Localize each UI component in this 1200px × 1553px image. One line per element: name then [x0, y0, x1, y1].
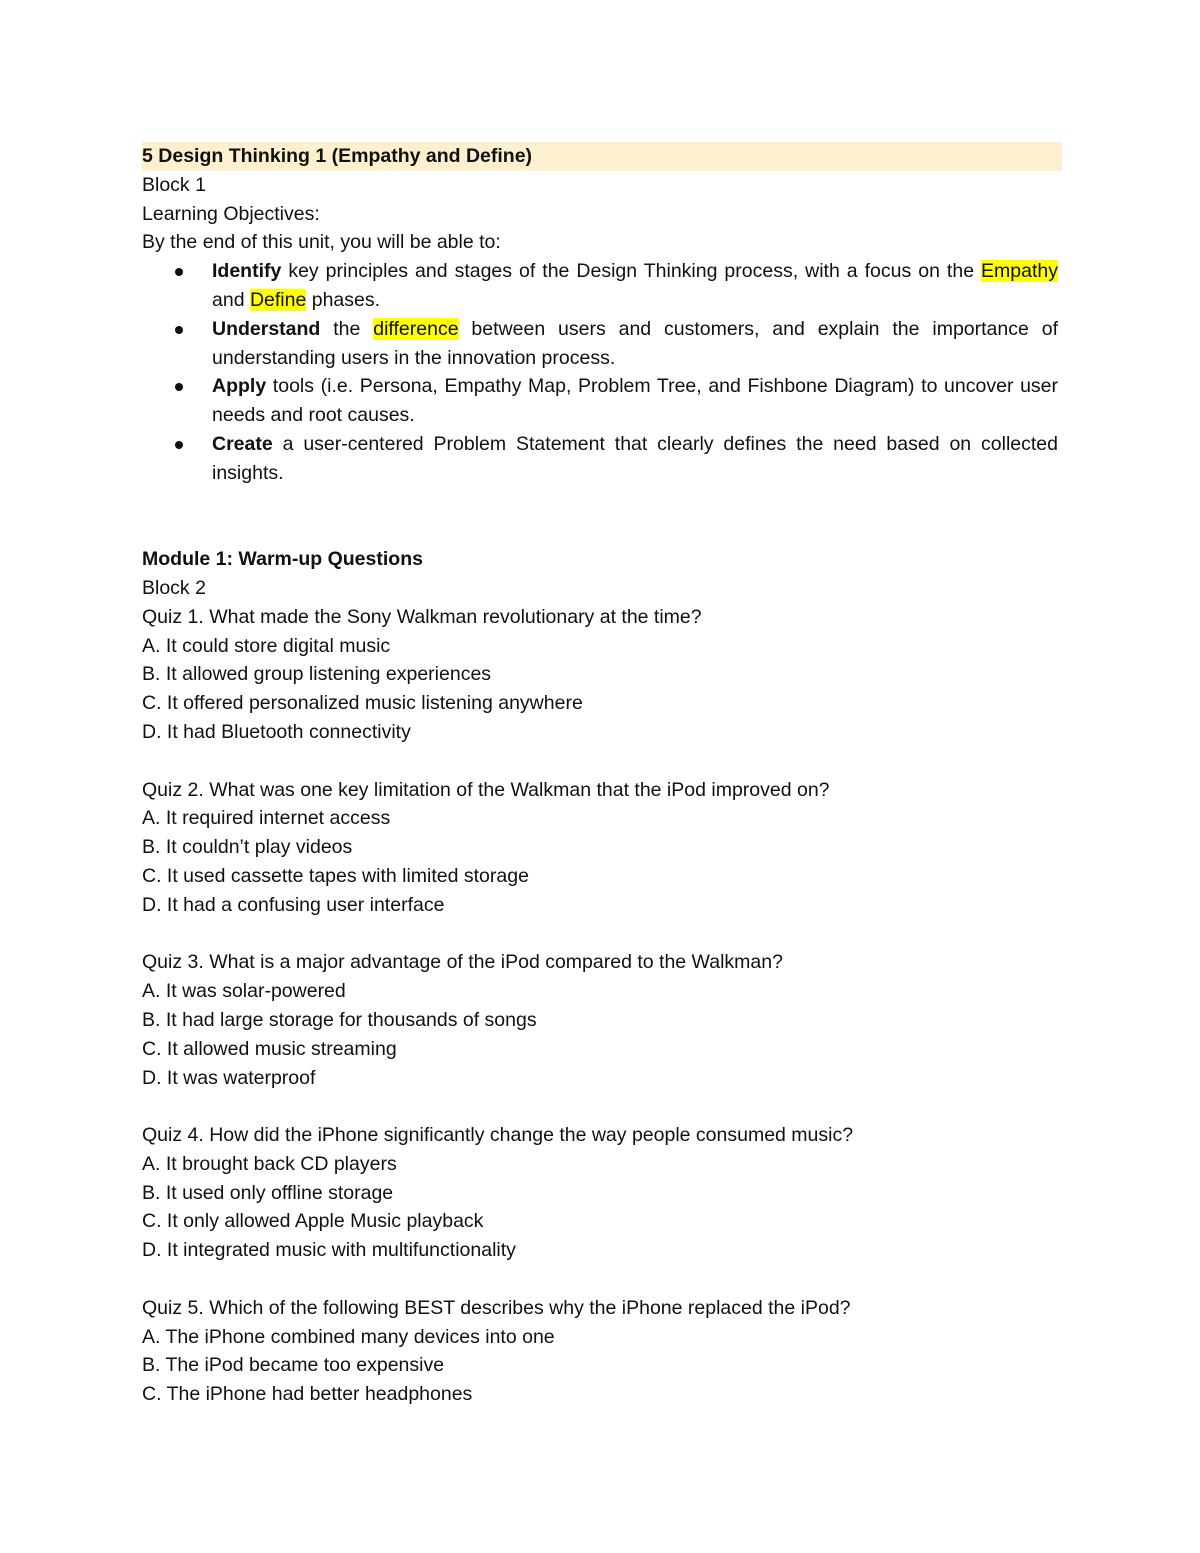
quiz-option: C. It used cassette tapes with limited storage [142, 864, 529, 887]
quiz-option: B. It used only offline storage [142, 1181, 394, 1204]
quiz-option: A. It could store digital music [142, 634, 391, 657]
objective-item [142, 315, 1058, 373]
quiz-option: B. The iPod became too expensive [142, 1354, 445, 1377]
objective-verb: Create [212, 432, 273, 455]
quiz-question: Quiz 1. What made the Sony Walkman revolutionary at the time? [142, 605, 702, 628]
quiz-option: B. It allowed group listening experiences [142, 663, 492, 686]
quiz-option: A. The iPhone combined many devices into one [142, 1325, 555, 1348]
document-page [142, 142, 1062, 1409]
quiz-question: Quiz 3. What is a major advantage of the iPod compared to the Walkman? [142, 951, 783, 974]
objective-verb: Apply [212, 375, 267, 398]
quiz-question: Quiz 4. How did the iPhone significantly change the way people consumed music? [142, 1124, 854, 1147]
quiz-option: D. It had Bluetooth connectivity [142, 720, 411, 743]
objective-verb: Identify [212, 260, 282, 283]
quiz-item [142, 776, 1062, 920]
objective-text: a user-centered Problem Statement that clearly defines the need based on collected insights. [212, 432, 1058, 484]
module-title: Module 1: Warm-up Questions [142, 548, 423, 571]
objectives-list [142, 257, 1062, 487]
section-title: 5 Design Thinking 1 (Empathy and Define) [142, 142, 1062, 171]
objective-item [142, 257, 1058, 315]
quiz-option: D. It integrated music with multifunctionality [142, 1239, 516, 1262]
quiz-item [142, 948, 1062, 1092]
spacer [142, 1092, 1062, 1121]
block-label: Block 1 [142, 173, 206, 196]
highlighted-term: Define [249, 288, 307, 311]
quiz-option: C. It only allowed Apple Music playback [142, 1210, 484, 1233]
objectives-label: Learning Objectives: [142, 202, 320, 225]
objective-text: key principles and stages of the Design Thinking process, with a focus on the [281, 260, 982, 283]
quiz-option: B. It couldn’t play videos [142, 836, 353, 859]
module-block-label: Block 2 [142, 576, 206, 599]
spacer [142, 747, 1062, 776]
quiz-item [142, 1294, 1062, 1409]
objectives-intro: By the end of this unit, you will be able to: [142, 231, 501, 254]
quiz-item [142, 603, 1062, 747]
quiz-item [142, 1121, 1062, 1265]
objective-item [142, 430, 1058, 488]
objective-text: between users and customers, and explain the importance of understanding users in the innovation process. [212, 317, 1058, 369]
objective-text: the [320, 317, 374, 340]
bullet-icon [175, 268, 183, 276]
objective-text: and [212, 288, 250, 311]
objective-text: tools (i.e. Persona, Empathy Map, Problem Tree, and Fishbone Diagram) to uncover user needs and root causes. [212, 375, 1058, 427]
spacer [142, 488, 1062, 546]
highlighted-term: difference [373, 317, 459, 340]
quiz-option: A. It was solar-powered [142, 980, 346, 1003]
bullet-icon [175, 326, 183, 334]
objective-item [142, 372, 1058, 430]
objective-text: phases. [306, 288, 381, 311]
highlighted-term: Empathy [981, 260, 1058, 283]
quiz-option: C. The iPhone had better headphones [142, 1383, 473, 1406]
quiz-question: Quiz 5. Which of the following BEST describes why the iPhone replaced the iPod? [142, 1296, 851, 1319]
objective-verb: Understand [212, 317, 321, 340]
bullet-icon [175, 383, 183, 391]
quiz-question: Quiz 2. What was one key limitation of the Walkman that the iPod improved on? [142, 778, 830, 801]
quiz-option: A. It brought back CD players [142, 1152, 397, 1175]
quiz-option: C. It allowed music streaming [142, 1037, 397, 1060]
quiz-option: C. It offered personalized music listening anywhere [142, 692, 583, 715]
bullet-icon [175, 441, 183, 449]
spacer [142, 920, 1062, 949]
spacer [142, 1265, 1062, 1294]
quiz-option: A. It required internet access [142, 807, 391, 830]
quiz-option: D. It had a confusing user interface [142, 893, 445, 916]
quiz-option: D. It was waterproof [142, 1066, 316, 1089]
quiz-option: B. It had large storage for thousands of songs [142, 1008, 537, 1031]
